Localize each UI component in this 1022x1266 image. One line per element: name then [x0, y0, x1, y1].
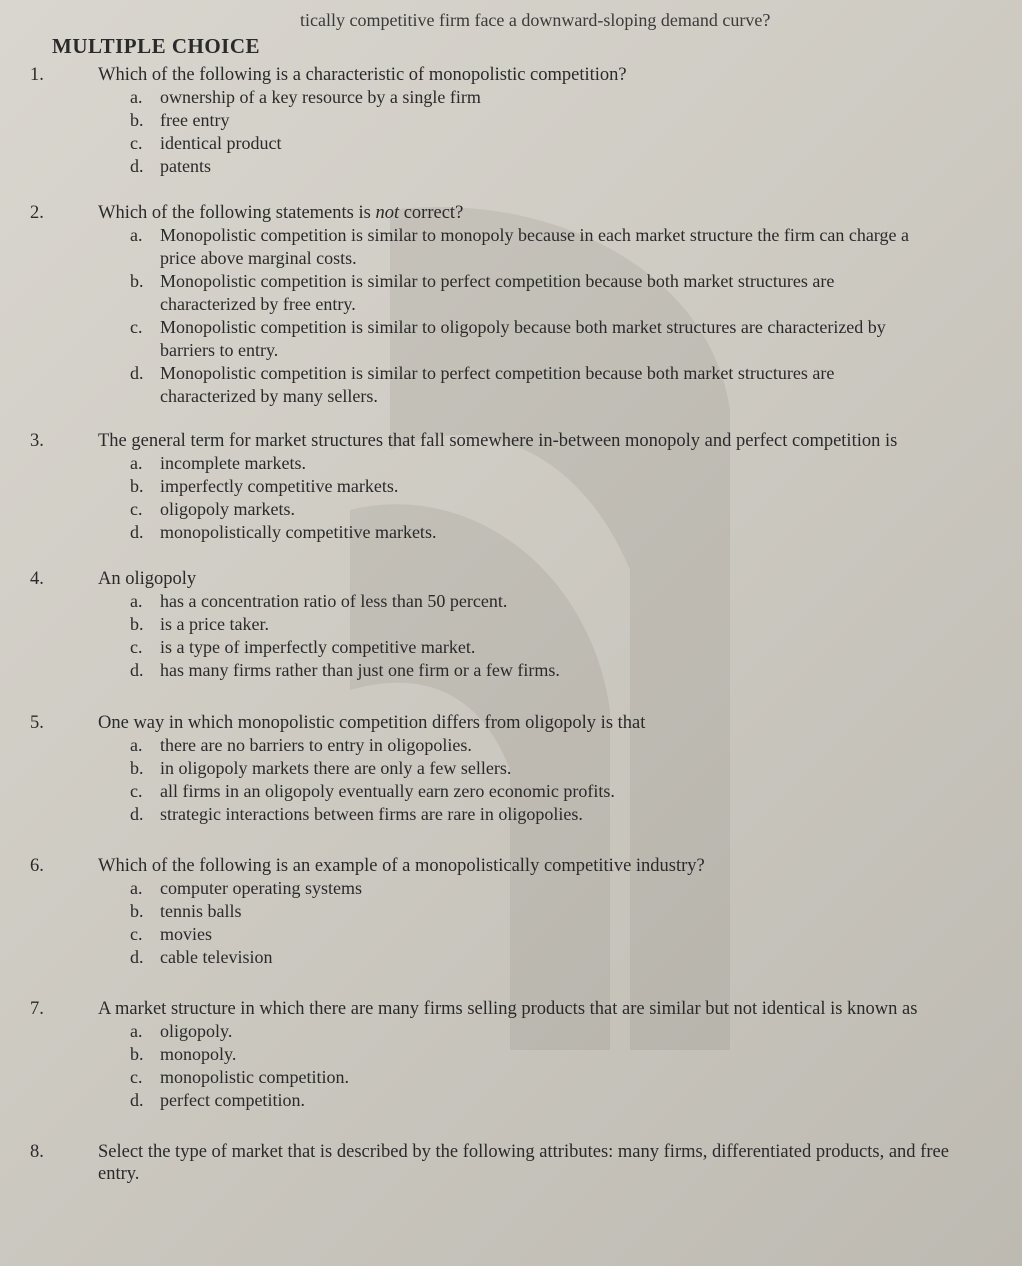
option-c[interactable] [130, 636, 990, 659]
option-text: ownership of a key resource by a single firm [160, 87, 481, 107]
question-5 [30, 712, 990, 826]
question-number: 7. [30, 999, 44, 1019]
option-letter: d. [130, 363, 144, 383]
option-c[interactable] [130, 132, 990, 155]
question-8 [30, 1141, 990, 1185]
option-letter: d. [130, 660, 144, 680]
option-text: all firms in an oligopoly eventually earn zero economic profits. [160, 781, 615, 801]
option-letter: c. [130, 781, 143, 801]
option-letter: b. [130, 758, 144, 778]
question-text-part: correct? [399, 203, 464, 223]
option-a[interactable] [130, 452, 990, 475]
option-d[interactable] [130, 659, 990, 682]
option-letter: a. [130, 225, 143, 245]
option-d[interactable] [130, 155, 990, 178]
option-letter: b. [130, 1044, 144, 1064]
option-text: identical product [160, 133, 282, 153]
option-text: tennis balls [160, 901, 242, 921]
option-text: free entry [160, 110, 230, 130]
option-c[interactable] [130, 316, 990, 362]
question-text: Which of the following is a characteristic of monopolistic competition? [98, 65, 627, 85]
option-text: imperfectly competitive markets. [160, 476, 399, 496]
option-a[interactable] [130, 590, 990, 613]
question-text: The general term for market structures that fall somewhere in-between monopoly and perfect competition is [98, 431, 898, 451]
option-letter: b. [130, 110, 144, 130]
option-a[interactable] [130, 86, 990, 109]
option-text: is a price taker. [160, 614, 269, 634]
option-c[interactable] [130, 923, 990, 946]
question-7 [30, 998, 990, 1112]
question-number: 8. [30, 1142, 44, 1162]
option-a[interactable] [130, 734, 990, 757]
option-text: monopoly. [160, 1044, 237, 1064]
option-letter: c. [130, 637, 143, 657]
question-text: Select the type of market that is described by the following attributes: many firms, differentiated products, and free entry. [98, 1142, 949, 1184]
option-b[interactable] [130, 270, 990, 316]
option-text: is a type of imperfectly competitive market. [160, 637, 476, 657]
option-text: Monopolistic competition is similar to perfect competition because both market structures are characterized by free entry. [160, 271, 835, 314]
question-3 [30, 430, 990, 544]
option-text: cable television [160, 947, 273, 967]
question-4 [30, 568, 990, 682]
option-a[interactable] [130, 224, 990, 270]
question-text [98, 202, 990, 224]
previous-question-fragment: tically competitive firm face a downward-sloping demand curve? [300, 10, 771, 30]
question-6 [30, 855, 990, 969]
option-letter: a. [130, 87, 143, 107]
option-letter: d. [130, 522, 144, 542]
option-text: Monopolistic competition is similar to oligopoly because both market structures are characterized by barriers to entry. [160, 317, 886, 360]
option-text: computer operating systems [160, 878, 362, 898]
question-text: A market structure in which there are many firms selling products that are similar but not identical is known as [98, 999, 918, 1019]
option-letter: b. [130, 614, 144, 634]
question-text: One way in which monopolistic competition differs from oligopoly is that [98, 713, 646, 733]
option-d[interactable] [130, 803, 990, 826]
option-c[interactable] [130, 780, 990, 803]
option-letter: d. [130, 1090, 144, 1110]
option-letter: a. [130, 735, 143, 755]
question-1 [30, 64, 990, 178]
option-b[interactable] [130, 900, 990, 923]
option-text: oligopoly. [160, 1021, 233, 1041]
option-text: monopolistically competitive markets. [160, 522, 437, 542]
option-letter: c. [130, 499, 143, 519]
question-number: 5. [30, 713, 44, 733]
option-d[interactable] [130, 946, 990, 969]
question-number: 3. [30, 431, 44, 451]
section-title: MULTIPLE CHOICE [52, 34, 261, 58]
option-letter: c. [130, 317, 143, 337]
option-text: patents [160, 156, 211, 176]
option-b[interactable] [130, 757, 990, 780]
question-number: 1. [30, 65, 44, 85]
option-c[interactable] [130, 1066, 990, 1089]
option-text: monopolistic competition. [160, 1067, 349, 1087]
option-text: oligopoly markets. [160, 499, 295, 519]
question-text: An oligopoly [98, 569, 197, 589]
option-text: Monopolistic competition is similar to perfect competition because both market structures are characterized by many sellers. [160, 363, 835, 406]
option-letter: d. [130, 947, 144, 967]
option-letter: a. [130, 1021, 143, 1041]
option-letter: c. [130, 924, 143, 944]
option-letter: a. [130, 453, 143, 473]
option-text: in oligopoly markets there are only a few sellers. [160, 758, 512, 778]
option-text: there are no barriers to entry in oligopolies. [160, 735, 472, 755]
option-letter: b. [130, 901, 144, 921]
question-text-emphasis: not [375, 203, 400, 223]
question-text: Which of the following is an example of a monopolistically competitive industry? [98, 856, 705, 876]
option-text: perfect competition. [160, 1090, 305, 1110]
option-text: has many firms rather than just one firm or a few firms. [160, 660, 560, 680]
question-2 [30, 202, 990, 408]
option-a[interactable] [130, 877, 990, 900]
option-letter: d. [130, 156, 144, 176]
question-number: 2. [30, 203, 44, 223]
option-letter: b. [130, 271, 144, 291]
option-b[interactable] [130, 475, 990, 498]
option-letter: c. [130, 133, 143, 153]
option-a[interactable] [130, 1020, 990, 1043]
question-text-part: Which of the following statements is [98, 203, 376, 223]
option-text: strategic interactions between firms are rare in oligopolies. [160, 804, 583, 824]
option-b[interactable] [130, 613, 990, 636]
option-d[interactable] [130, 1089, 990, 1112]
option-letter: c. [130, 1067, 143, 1087]
option-text: Monopolistic competition is similar to monopoly because in each market structure the firm can charge a price above marginal costs. [160, 225, 909, 268]
option-c[interactable] [130, 498, 990, 521]
option-letter: a. [130, 591, 143, 611]
option-letter: d. [130, 804, 144, 824]
option-text: incomplete markets. [160, 453, 306, 473]
question-number: 4. [30, 569, 44, 589]
option-text: movies [160, 924, 212, 944]
question-number: 6. [30, 856, 44, 876]
option-d[interactable] [130, 521, 990, 544]
option-text: has a concentration ratio of less than 50 percent. [160, 591, 508, 611]
option-d[interactable] [130, 362, 990, 408]
option-letter: a. [130, 878, 143, 898]
option-letter: b. [130, 476, 144, 496]
option-b[interactable] [130, 109, 990, 132]
option-b[interactable] [130, 1043, 990, 1066]
